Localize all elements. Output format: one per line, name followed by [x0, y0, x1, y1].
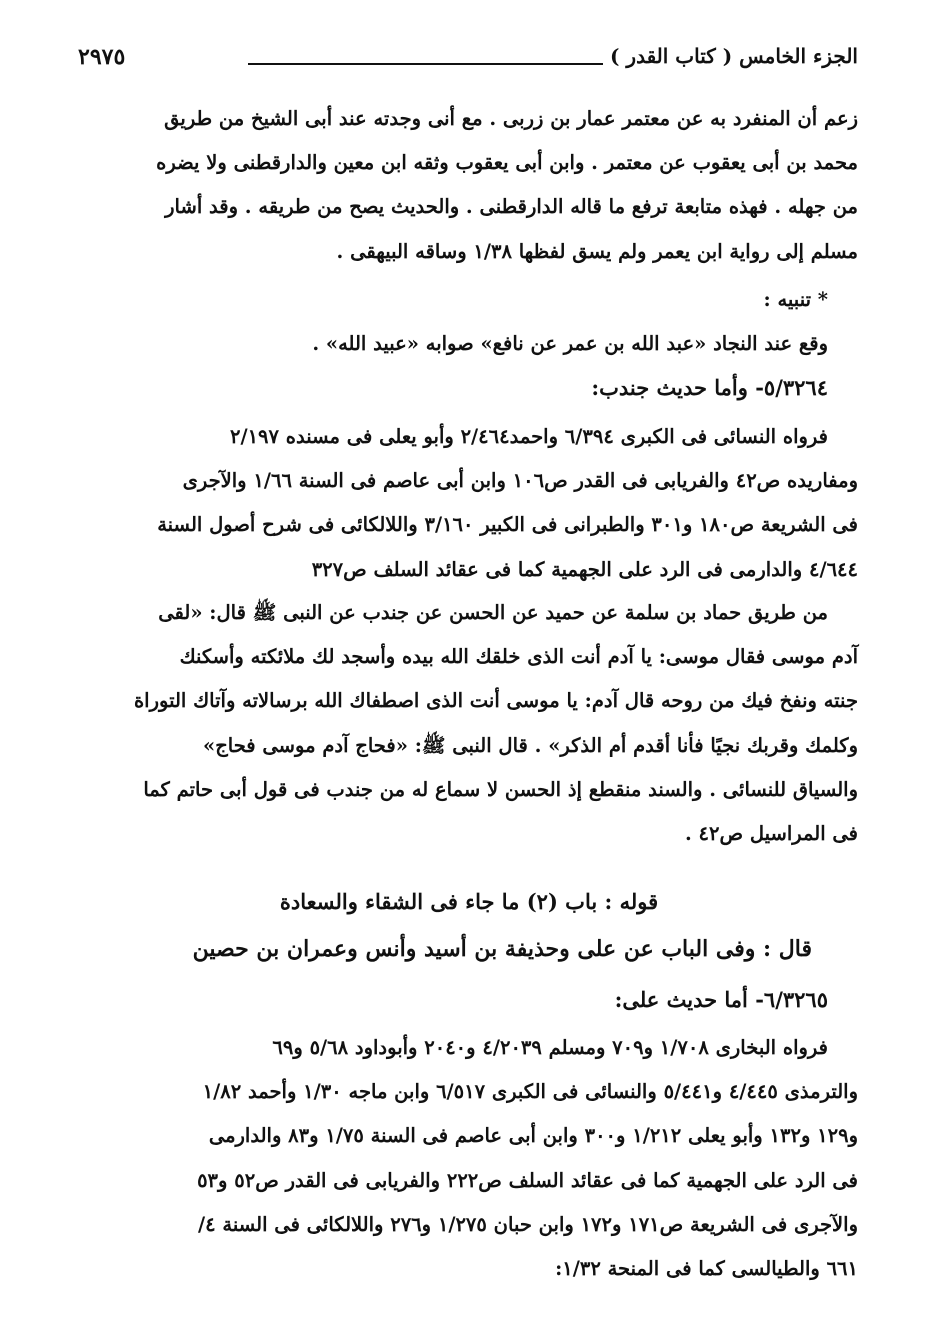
- chapter-subtitle: قال : وفى الباب عن على وحذيفة بن أسيد وأنس وعمران بن حصين: [192, 936, 812, 962]
- continuation-paragraph: [80, 97, 858, 274]
- text-line: والسياق للنسائى . والسند منقطع إذ الحسن لا سماع له من جندب فى قول أبى حاتم كما: [143, 777, 858, 801]
- text-line: من جهله . فهذه متابعة ترفع ما قاله الدارقطنى . والحديث يصح من طريقه . وقد أشار: [165, 195, 858, 219]
- page-header: [78, 44, 858, 80]
- text-line: ٦٦١ والطيالسى كما فى المنحة ١/٣٢:: [555, 1257, 858, 1281]
- text-line: فى الشريعة ص١٨٠ و٣٠١ والطبرانى فى الكبير ٣/١٦٠ واللالكائى فى شرح أصول السنة: [157, 513, 858, 537]
- chapter-title: قوله : باب (٢) ما جاء فى الشقاء والسعادة: [279, 889, 659, 914]
- hadith-heading-ali-block: [80, 978, 858, 1022]
- text-line: جنته ونفخ فيك من روحه قال آدم: يا موسى أنت الذى اصطفاك الله برسالاته وآتاك التوراة: [133, 689, 858, 713]
- note-title: * تنبيه :: [763, 288, 828, 311]
- text-line: فى الرد على الجهمية كما فى عقائد السلف ص٢٢٢ والفريابى فى القدر ص٥٢ و٥٣: [197, 1168, 858, 1192]
- text-line: ومفاريده ص٤٢ والفريابى فى القدر ص١٠٦ وابن أبى عاصم فى السنة ١/٦٦ والآجرى: [182, 469, 858, 493]
- text-line: والترمذى ٤/٤٤٥ و٥/٤٤١ والنسائى فى الكبرى ٦/٥١٧ وابن ماجه ١/٣٠ وأحمد ١/٨٢: [202, 1080, 858, 1104]
- text-line: مسلم إلى رواية ابن يعمر ولم يسق لفظها ١/٣٨ وساقه البيهقى .: [336, 239, 858, 263]
- text-line: آدم موسى فقال موسى: يا آدم أنت الذى خلقك الله بيده وأسجد لك ملائكته وأسكنك: [179, 645, 858, 669]
- text-line: زعم أن المنفرد به عن معتمر عمار بن زربى . مع أنى وجدته عند أبى الشيخ من طريق: [164, 107, 858, 130]
- text-line: فى المراسيل ص٤٢ .: [684, 822, 858, 846]
- text-line: و١٢٩ و١٣٢ وأبو يعلى ١/٢١٢ و٣٠٠ وابن أبى عاصم فى السنة ١/٧٥ و٨٣ والدارمى: [208, 1124, 858, 1148]
- text-line: ٤/٦٤٤ والدارمى فى الرد على الجهمية كما فى عقائد السلف ص٣٢٧: [311, 557, 858, 581]
- header-rule: [248, 63, 603, 65]
- running-title: الجزء الخامس ( كتاب القدر ): [609, 44, 858, 68]
- page-number: ٢٩٧٥: [78, 44, 126, 70]
- note-text: وقع عند النجاد «عبد الله بن عمر عن نافع» صوابه «عبيد الله» .: [312, 332, 828, 356]
- note-section: [80, 278, 858, 411]
- hadith-text-jundub: [80, 591, 858, 856]
- text-line: وكلمك وقربك نجيًا فأنا أقدم أم الذكر» . قال النبى ﷺ: «فحاج آدم موسى فحاج»: [203, 733, 858, 757]
- text-line: من طريق حماد بن سلمة عن حميد عن الحسن عن جندب عن النبى ﷺ قال: «لقى: [158, 601, 828, 624]
- takhrij-jundub: [80, 415, 858, 592]
- text-line: فرواه البخارى ١/٧٠٨ و٧٠٩ ومسلم ٤/٢٠٣٩ و٢٠٤٠ وأبوداود ٥/٦٨ و٦٩: [272, 1036, 828, 1059]
- text-line: فرواه النسائى فى الكبرى ٦/٣٩٤ واحمد٢/٤٦٤ وأبو يعلى فى مسنده ٢/١٩٧: [229, 425, 828, 448]
- hadith-heading-ali: ٦/٣٢٦٥- أما حديث على:: [614, 987, 828, 1012]
- chapter-subheading: [80, 927, 858, 971]
- takhrij-ali: [80, 1026, 858, 1291]
- text-line: محمد بن أبى يعقوب عن معتمر . وابن أبى يعقوب وثقه ابن معين والدارقطنى ولا يضره: [156, 151, 858, 175]
- text-line: والآجرى فى الشريعة ص١٧١ و١٧٢ وابن حبان ١/٢٧٥ و٢٧٦ واللالكائى فى السنة ٤/: [198, 1212, 858, 1236]
- hadith-heading-jundub: ٥/٣٢٦٤- وأما حديث جندب:: [591, 375, 828, 401]
- chapter-heading: [80, 880, 858, 924]
